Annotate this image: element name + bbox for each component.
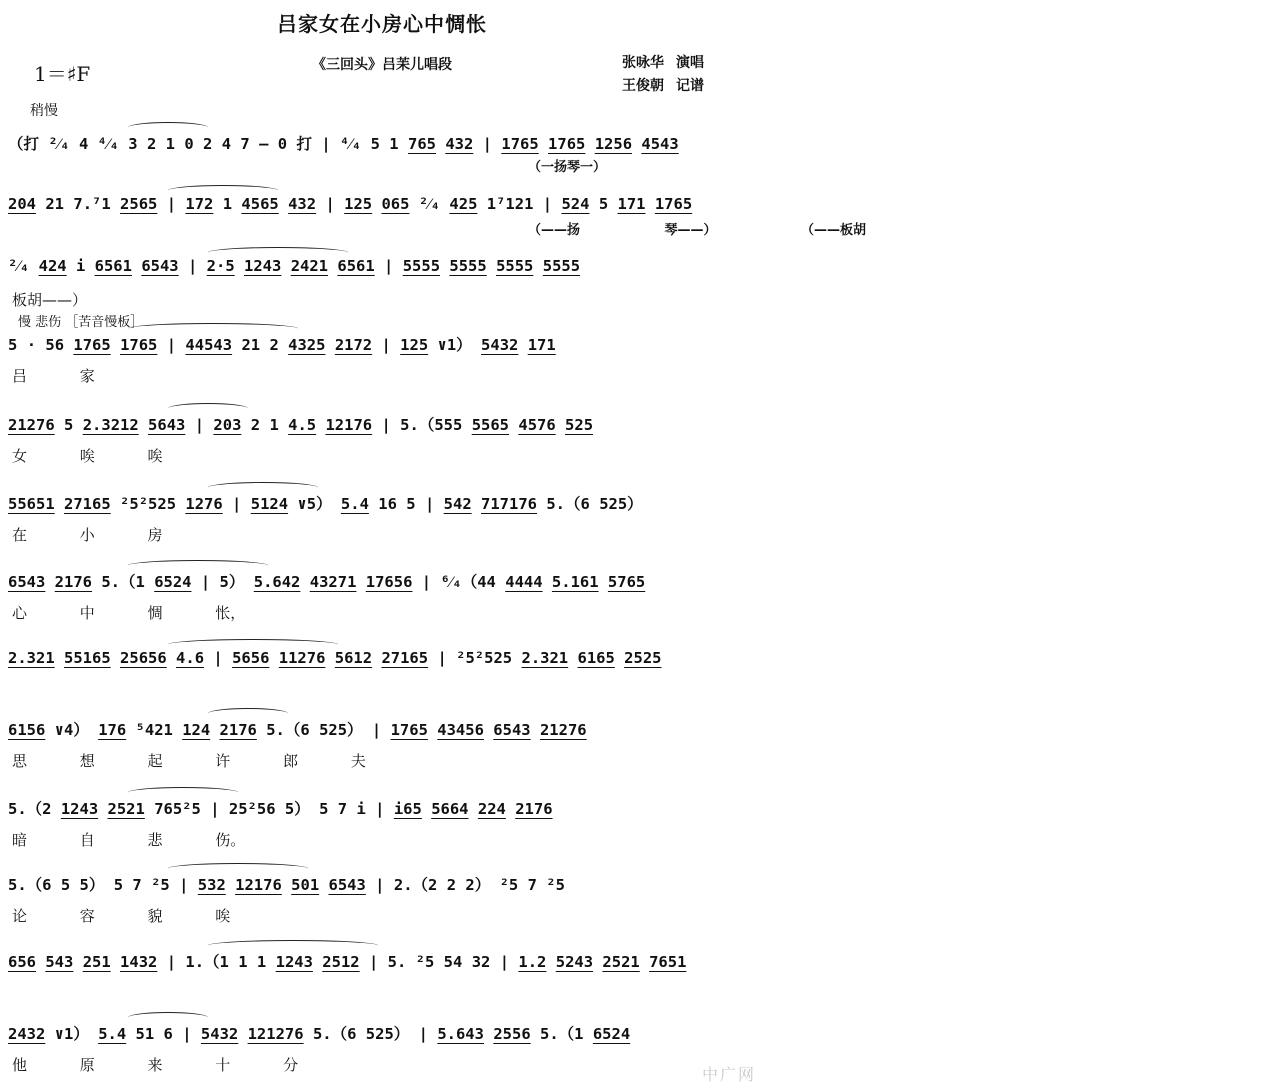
note-group: 1 <box>238 953 248 971</box>
bar-separator: | <box>424 495 435 513</box>
note-group: 2·5 <box>206 257 235 275</box>
score-row <box>8 718 756 788</box>
note-group: 251 <box>82 953 111 971</box>
note-group: 171 <box>617 195 646 213</box>
note-group: 2521 <box>602 953 640 971</box>
note-group: 2432 <box>8 1025 46 1043</box>
note-group: 5 <box>8 336 18 354</box>
lyrics-line: 他 原 来 十 分 <box>12 1056 299 1074</box>
note-group: 6524 <box>154 573 192 591</box>
note-group: 7 <box>132 876 142 894</box>
note-group: 2.321 <box>521 649 569 667</box>
note-group: 2.321 <box>8 649 55 667</box>
bar-separator: | <box>437 649 447 667</box>
note-group: 43271 <box>309 573 357 591</box>
note-group: 065 <box>381 195 410 213</box>
note-group: 5 <box>64 416 74 434</box>
credits <box>622 52 704 98</box>
note-group: 5.4 <box>98 1025 127 1043</box>
note-group: 25656 <box>120 649 167 667</box>
note-group: 125 <box>344 195 373 213</box>
note-group: 2512 <box>322 953 360 971</box>
note-group: 224 <box>477 800 506 818</box>
note-group: 1765 <box>501 135 539 153</box>
slur-mark <box>128 323 298 334</box>
note-group: ∨4） <box>54 721 89 739</box>
note-group: ∨5） <box>297 495 332 513</box>
note-group: 12176 <box>325 416 373 434</box>
note-group: 5.（1 <box>101 573 145 591</box>
note-group: 2 <box>250 416 261 434</box>
bar-separator: | <box>381 336 391 354</box>
note-group: 2 <box>446 876 457 894</box>
note-group: 6561 <box>337 257 375 275</box>
bar-separator: | <box>182 1025 192 1043</box>
bar-separator: | <box>384 257 394 275</box>
singer-role: 演唱 <box>676 55 704 71</box>
jianpu-notes <box>8 132 756 158</box>
note-group: 1 <box>256 953 267 971</box>
note-group: 2 <box>269 336 279 354</box>
note-group: 5.（6 <box>8 876 52 894</box>
note-group: 5.643 <box>437 1025 484 1043</box>
note-group: 21 <box>241 336 261 354</box>
note-group: 1765 <box>390 721 428 739</box>
singer-credit <box>622 52 704 75</box>
note-group: 32 <box>471 953 491 971</box>
lyrics-line: 女 唉 唉 <box>12 447 163 465</box>
note-group: 51 <box>135 1025 155 1043</box>
note-group: 1.（1 <box>185 953 229 971</box>
note-group: 1243 <box>244 257 282 275</box>
note-group: 55165 <box>64 649 111 667</box>
bar-separator: | <box>371 721 382 739</box>
jianpu-notes <box>8 1022 756 1048</box>
note-group: 1765 <box>73 336 111 354</box>
note-group: ∨1） <box>437 336 472 354</box>
note-group: ⁶⁄₄（44 <box>440 573 496 591</box>
note-group: 27165 <box>381 649 429 667</box>
transcriber-name: 王俊朝 <box>622 78 664 94</box>
bar-separator: | <box>179 876 189 894</box>
note-group: 5.161 <box>551 573 599 591</box>
note-group: 4.6 <box>176 649 205 667</box>
note-group: 2 <box>203 135 213 153</box>
jianpu-notes <box>8 195 756 221</box>
note-group: 5 <box>406 495 416 513</box>
bar-separator: | <box>325 195 335 213</box>
note-group: 1 <box>165 135 175 153</box>
note-group: 5612 <box>334 649 373 667</box>
bar-separator: | <box>166 336 177 354</box>
note-group: 21 <box>45 195 65 213</box>
slur-mark <box>208 482 318 493</box>
note-group: 4543 <box>641 135 679 153</box>
note-group: 2.3212 <box>82 416 139 434</box>
bar-separator: | <box>213 649 223 667</box>
note-group: – <box>259 135 269 153</box>
note-group: 4565 <box>241 195 279 213</box>
note-group: 43456 <box>437 721 484 739</box>
note-group: 5555 <box>402 257 441 275</box>
jianpu-notes <box>8 950 756 976</box>
note-group: 524 <box>561 195 590 213</box>
note-group: 2525 <box>624 649 662 667</box>
slur-mark <box>168 403 248 414</box>
note-group: 5） <box>79 876 105 894</box>
note-group: 2176 <box>54 573 92 591</box>
note-group: 6543 <box>141 257 179 275</box>
note-group: 5565 <box>471 416 510 434</box>
instrument-label: （一扬琴一） <box>528 160 607 175</box>
note-group: 5555 <box>496 257 534 275</box>
note-group: 7 <box>337 800 348 818</box>
note-group: 1765 <box>654 195 693 213</box>
note-group: 1256 <box>594 135 633 153</box>
note-group: 6165 <box>577 649 615 667</box>
lyrics-line: 论 容 貌 唉 <box>12 907 231 925</box>
note-group: 525） <box>365 1025 410 1043</box>
slur-mark <box>128 122 208 133</box>
slur-mark <box>128 1012 208 1023</box>
note-group: 0 <box>184 135 194 153</box>
score-row <box>8 132 756 202</box>
jianpu-notes <box>8 333 756 359</box>
note-group: 2565 <box>120 195 158 213</box>
note-group: 6524 <box>592 1025 631 1043</box>
note-group: 5555 <box>449 257 487 275</box>
note-group: ⁴⁄₄ <box>340 135 362 153</box>
note-group: 5. <box>387 953 407 971</box>
bar-separator: | <box>200 573 211 591</box>
key-signature: 1＝♯F <box>34 62 91 86</box>
note-group: 425 <box>449 195 478 213</box>
note-group: 5243 <box>555 953 594 971</box>
score-row <box>8 649 756 719</box>
transcriber-role: 记谱 <box>676 78 704 94</box>
note-group: 1 <box>269 416 279 434</box>
score-row <box>8 570 756 640</box>
watermark: 中广网 <box>701 1065 756 1084</box>
note-group: 7651 <box>649 953 687 971</box>
score-row <box>8 873 756 943</box>
note-group: 765²5 <box>154 800 201 818</box>
note-group: ²5 <box>546 876 565 894</box>
note-group: 4 <box>221 135 232 153</box>
note-group: 424 <box>38 257 67 275</box>
note-group: 5.642 <box>253 573 301 591</box>
note-group: 5.（6 <box>266 721 310 739</box>
lyrics-line: 板胡——） <box>12 291 88 309</box>
expression-mark: 慢 悲伤 ［苦音慢板］ <box>18 315 144 330</box>
note-group: 542 <box>443 495 472 513</box>
bar-separator: | <box>194 416 205 434</box>
lyrics-line: 思 想 起 许 郎 夫 <box>12 752 366 770</box>
jianpu-notes <box>8 413 756 439</box>
slur-mark <box>208 708 288 719</box>
bar-separator: | <box>166 195 177 213</box>
note-group: 6543 <box>8 573 46 591</box>
note-group: 6543 <box>493 721 531 739</box>
slur-mark <box>208 247 348 258</box>
note-group: 16 <box>378 495 397 513</box>
note-group: 5765 <box>607 573 646 591</box>
note-group: 56 <box>45 336 65 354</box>
note-group: 1243 <box>60 800 99 818</box>
note-group: 5.（1 <box>540 1025 584 1043</box>
note-group: 4325 <box>288 336 326 354</box>
note-group: 1.2 <box>518 953 547 971</box>
note-group: 5555 <box>542 257 581 275</box>
bar-separator: | <box>368 953 379 971</box>
note-group: · <box>26 336 37 354</box>
note-group: 203 <box>213 416 242 434</box>
note-group: 21276 <box>539 721 587 739</box>
note-group: 5656 <box>232 649 270 667</box>
note-group: 125 <box>400 336 429 354</box>
note-group: ²5 <box>415 953 435 971</box>
note-group: 5643 <box>148 416 186 434</box>
bar-separator: | <box>421 573 432 591</box>
lyrics-line: 在 小 房 <box>12 526 163 544</box>
note-group: 5 <box>598 195 609 213</box>
slur-mark <box>168 863 308 874</box>
note-group: 1 <box>222 195 233 213</box>
tempo-marking: 稍慢 <box>30 103 58 119</box>
note-group: i <box>356 800 366 818</box>
note-group: 5 <box>370 135 380 153</box>
note-group: 11276 <box>278 649 326 667</box>
jianpu-notes <box>8 873 756 899</box>
note-group: 17656 <box>365 573 413 591</box>
note-group: 6543 <box>328 876 366 894</box>
note-group: 7.⁷1 <box>73 195 111 213</box>
note-group: 2.（2 <box>393 876 438 894</box>
note-group: 7 <box>240 135 250 153</box>
note-group: 4 <box>78 135 89 153</box>
note-group: ²5²525 <box>120 495 177 513</box>
subtitle: 《三回头》吕苿儿唱段 <box>312 57 452 73</box>
note-group: 5664 <box>431 800 469 818</box>
note-group: 1⁷121 <box>486 195 534 213</box>
note-group: （打 <box>8 135 40 153</box>
note-group: 172 <box>185 195 214 213</box>
note-group: 543 <box>45 953 74 971</box>
note-group: 54 <box>443 953 463 971</box>
slur-mark <box>168 185 278 196</box>
note-group: ²5 <box>151 876 170 894</box>
note-group: 1765 <box>548 135 586 153</box>
note-group: 7 <box>527 876 537 894</box>
note-group: ²5 <box>499 876 519 894</box>
jianpu-notes <box>8 797 756 823</box>
note-group: i <box>75 257 86 275</box>
note-group: 21276 <box>8 416 55 434</box>
score-row <box>8 492 756 562</box>
bar-separator: | <box>375 800 385 818</box>
note-group: 2176 <box>515 800 553 818</box>
note-group: 4576 <box>518 416 556 434</box>
note-group: 525） <box>319 721 363 739</box>
note-group: 0 <box>277 135 288 153</box>
note-group: 171 <box>527 336 556 354</box>
bar-separator: | <box>210 800 220 818</box>
note-group: 1432 <box>120 953 158 971</box>
note-group: 4444 <box>505 573 543 591</box>
bar-separator: | <box>166 953 177 971</box>
note-group: 2521 <box>107 800 145 818</box>
note-group: 6 <box>163 1025 173 1043</box>
note-group: 176 <box>98 721 127 739</box>
note-group: 204 <box>8 195 36 213</box>
transcriber-credit <box>622 75 704 98</box>
note-group: 5） <box>284 800 310 818</box>
note-group: 5 <box>60 876 71 894</box>
note-group: 2172 <box>334 336 373 354</box>
note-group: ²5²525 <box>456 649 513 667</box>
note-group: 2176 <box>219 721 257 739</box>
note-group: i65 <box>393 800 422 818</box>
lyrics-line: 暗 自 悲 伤。 <box>12 831 246 849</box>
note-group: 1276 <box>185 495 223 513</box>
note-group: 5.（6 <box>312 1025 357 1043</box>
bar-separator: | <box>381 416 391 434</box>
note-group: 5.（2 <box>8 800 52 818</box>
jianpu-notes <box>8 570 756 596</box>
score-row <box>8 950 756 1020</box>
lyrics-line: 吕 家 <box>12 367 95 385</box>
song-title: 吕家女在小房心中惆怅 <box>277 12 487 36</box>
jianpu-notes <box>8 649 756 675</box>
score-row <box>8 413 756 483</box>
note-group: 5.（555 <box>400 416 463 434</box>
lyrics-line: 心 中 惆 怅， <box>12 604 246 622</box>
note-group: 2421 <box>290 257 329 275</box>
note-group: 44543 <box>185 336 233 354</box>
note-group: 1243 <box>275 953 313 971</box>
score-row <box>8 1022 756 1092</box>
score-row <box>8 195 867 265</box>
note-group: 5.4 <box>340 495 369 513</box>
note-group: 765 <box>407 135 436 153</box>
note-group: 1765 <box>120 336 158 354</box>
note-group: 501 <box>291 876 320 894</box>
note-group: ⁵421 <box>135 721 173 739</box>
jianpu-notes <box>8 718 756 744</box>
note-group: 5.（6 <box>546 495 590 513</box>
slur-mark <box>168 639 338 650</box>
singer-name: 张咏华 <box>622 55 664 71</box>
bar-separator: | <box>375 876 385 894</box>
note-group: ²⁄₄ <box>418 195 441 213</box>
note-group: 5 <box>113 876 124 894</box>
note-group: 525 <box>565 416 594 434</box>
note-group: 532 <box>197 876 226 894</box>
note-group: 5432 <box>481 336 519 354</box>
note-group: 6561 <box>94 257 132 275</box>
note-group: 6156 <box>8 721 46 739</box>
note-group: 5 <box>319 800 329 818</box>
note-group: 打 <box>296 135 312 153</box>
note-group: 12176 <box>235 876 282 894</box>
bar-separator: | <box>482 135 493 153</box>
note-group: 124 <box>182 721 211 739</box>
note-group: 2556 <box>493 1025 531 1043</box>
note-group: 5432 <box>200 1025 239 1043</box>
jianpu-notes <box>8 257 756 283</box>
note-group: 5） <box>219 573 245 591</box>
jianpu-notes <box>8 492 756 518</box>
note-group: 4.5 <box>288 416 317 434</box>
slur-mark <box>128 560 268 571</box>
bar-separator: | <box>542 195 553 213</box>
note-group: 5124 <box>250 495 289 513</box>
bar-separator: | <box>187 257 198 275</box>
note-group: 3 <box>128 135 138 153</box>
note-group: 2） <box>465 876 491 894</box>
slur-mark <box>208 940 378 951</box>
note-group: 121276 <box>247 1025 304 1043</box>
note-group: ⁴⁄₄ <box>97 135 119 153</box>
instrument-label: （——扬 琴——） （——板胡 <box>528 223 867 238</box>
note-group: 25²56 <box>228 800 276 818</box>
bar-separator: | <box>232 495 242 513</box>
note-group: ²⁄₄ <box>48 135 70 153</box>
note-group: 656 <box>8 953 36 971</box>
note-group: 432 <box>288 195 317 213</box>
note-group: 27165 <box>64 495 111 513</box>
note-group: 525） <box>599 495 643 513</box>
score-row <box>8 315 756 403</box>
note-group: 2 <box>146 135 157 153</box>
score-row <box>8 797 756 867</box>
note-group: 432 <box>445 135 474 153</box>
bar-separator: | <box>499 953 510 971</box>
bar-separator: | <box>418 1025 428 1043</box>
note-group: ∨1） <box>54 1025 89 1043</box>
note-group: 1 <box>389 135 399 153</box>
note-group: 55651 <box>8 495 55 513</box>
bar-separator: | <box>321 135 331 153</box>
slur-mark <box>128 787 238 798</box>
note-group: 717176 <box>481 495 537 513</box>
note-group: ²⁄₄ <box>8 257 30 275</box>
